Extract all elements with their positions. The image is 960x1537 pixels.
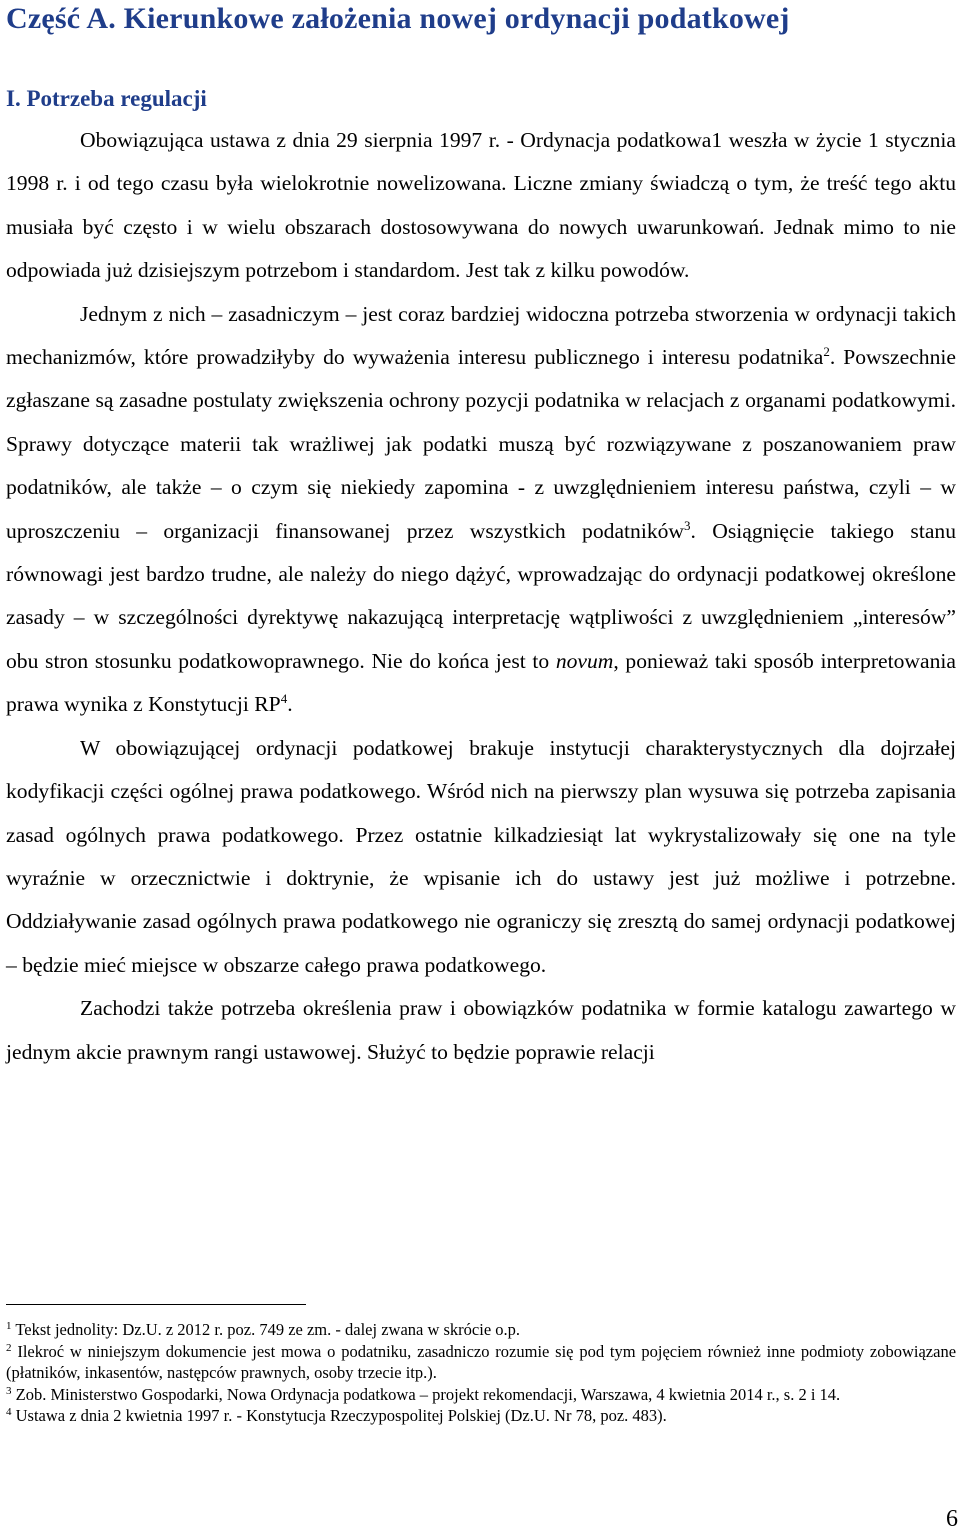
footnote-number: 2 (6, 1341, 12, 1354)
paragraph-4: Zachodzi także potrzeba określenia praw i obowiązków podatnika w formie katalogu zawartego w jednym akcie prawnym rangi ustawowej. Służyć to będzie poprawie relacji (6, 996, 956, 1064)
footnote-2 (6, 1341, 956, 1384)
paragraph-2: Jednym z nich – zasadniczym – jest coraz bardziej widoczna potrzeba stworzenia w ordynacji takich mechanizmów, które prowadziłyby do wyważenia interesu publicznego i interesu podatnika$^2$. Powszechnie zgłaszane są zasadne postulaty zwiększenia ochrony pozycji podatnika w relacjach z organami podatkowymi. Sprawy dotyczące materii tak wrażliwej jak podatki muszą być rozwiązywane z poszanowaniem praw podatników, ale także – o czym się niekiedy zapomina - z uwzględnieniem interesu państwa, czyli – w uproszczeniu – organizacji finansowanej przez wszystkich podatników$^3$. Osiągnięcie takiego stanu równowagi jest bardzo trudne, ale należy do niego dążyć, wprowadzając do ordynacji podatkowej określone zasady – w szczególności dyrektywę nakazującą interpretację wątpliwości z uwzględnieniem „interesów” obu stron stosunku podatkowoprawnego. Nie do końca jest to novum, ponieważ taki sposób interpretowania prawa wynika z Konstytucji $RP^4$. (6, 301, 956, 717)
footnotes (6, 1319, 956, 1427)
paragraph-1: Obowiązująca ustawa z dnia 29 sierpnia 1997 r. - Ordynacja podatkowa1 weszła w życie 1 stycznia 1998 r. i od tego czasu była wielokrotnie nowelizowana. Liczne zmiany świadczą o tym, że treść tego aktu musiała być często i w wielu obszarach dostosowywana do nowych uwarunkowań. Jednak mimo to nie odpowiada już dzisiejszym potrzebom i standardom. Jest tak z kilku powodów. (6, 128, 956, 283)
footnote-number: 1 (6, 1320, 12, 1332)
footnote-3 (6, 1384, 956, 1406)
footnote-number: 4 (6, 1406, 12, 1419)
footnote-text: Zob. Ministerstwo Gospodarki, Nowa Ordynacja podatkowa – projekt rekomendacji, Warszawa, 4 kwietnia 2014 r., s. 2 i 14. (15, 1384, 841, 1404)
footnote-ref-3[interactable]: 3 (684, 517, 691, 533)
footnote-text: Ustawa z dnia 2 kwietnia 1997 r. - Konstytucja Rzeczypospolitej Polskiej (Dz.U. Nr 78, poz. 483). (15, 1406, 667, 1426)
footnote-text: Ilekroć w niniejszym dokumencie jest mowa o podatniku, zasadniczo rozumie się pod tym pojęciem również inne podmioty zobowiązane (płatników, inkasentów, następców prawnych, osoby trzecie itp.). (6, 1341, 957, 1383)
page-number: 6 (946, 1506, 958, 1532)
body-text (6, 119, 956, 1074)
footnote-number: 3 (6, 1384, 12, 1397)
novum-term: novum (555, 648, 614, 673)
footnote-ref-4[interactable]: 4 (280, 691, 288, 707)
paragraph-3: W obowiązującej ordynacji podatkowej brakuje instytucji charakterystycznych dla dojrzałej kodyfikacji części ogólnej prawa podatkowego. Wśród nich na pierwszy plan wysuwa się potrzeba zapisania zasad ogólnych prawa podatkowego. Przez ostatnie kilkadziesiąt lat wykrystalizowały się one na tyle wyraźnie w orzecznictwie i doktrynie, że wpisanie ich do ustawy jest już możliwe i potrzebne. Oddziaływanie zasad ogólnych prawa podatkowego nie ograniczy się zresztą do samej ordynacji podatkowej – będzie mieć miejsce w obszarze całego prawa podatkowego. (6, 735, 956, 977)
part-title: Część A. Kierunkowe założenia nowej ordynacji podatkowej (6, 2, 790, 35)
footnote-separator (6, 1304, 306, 1305)
footnote-text: Tekst jednolity: Dz.U. z 2012 r. poz. 749 ze zm. - dalej zwana w skrócie o.p. (15, 1320, 521, 1339)
section-heading: I. Potrzeba regulacji (6, 86, 207, 111)
footnote-ref-2[interactable]: 2 (823, 344, 830, 360)
footnote-1 (6, 1319, 956, 1341)
footnote-4 (6, 1405, 956, 1427)
